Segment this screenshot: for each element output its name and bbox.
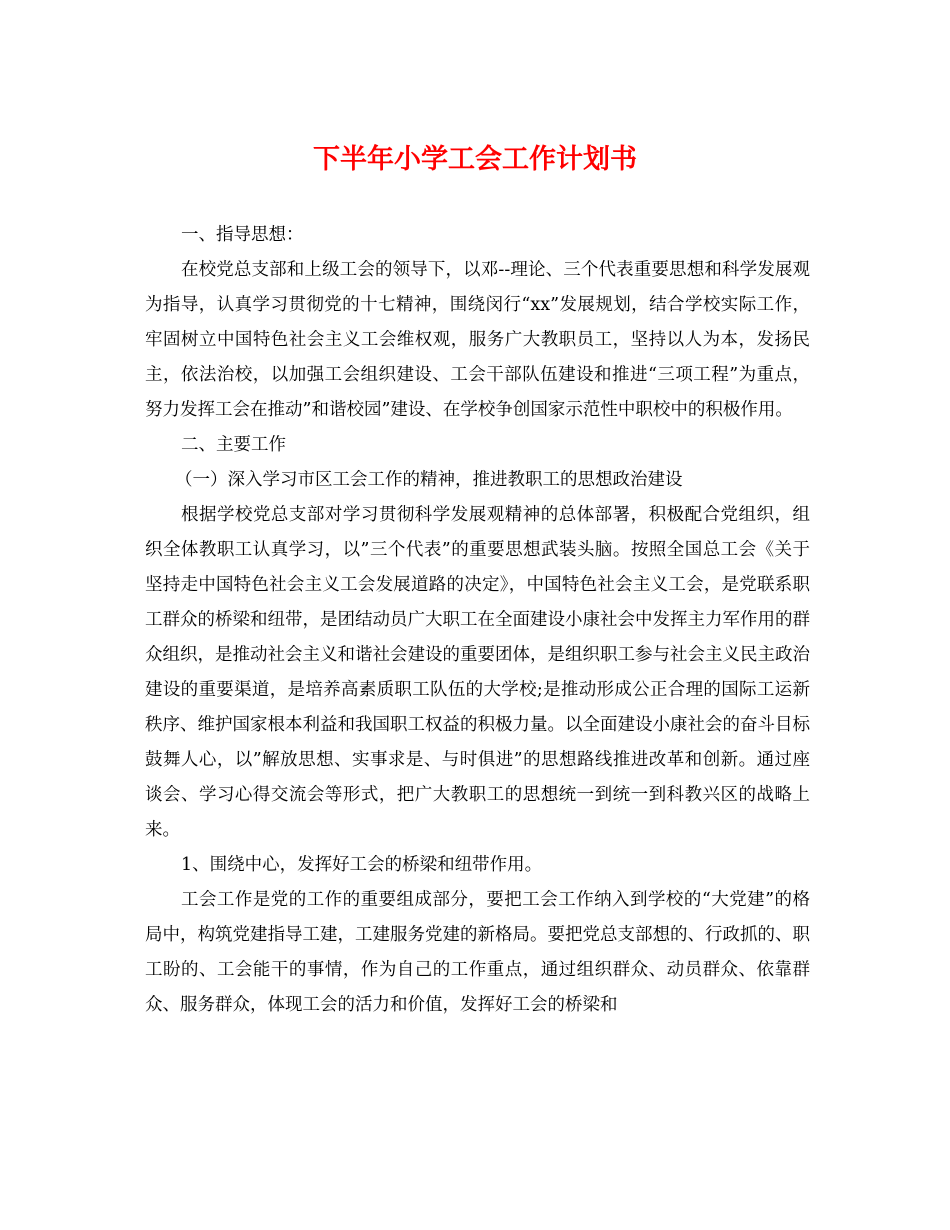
document-title: 下半年小学工会工作计划书 (313, 144, 637, 175)
section-heading-guiding-thought: 一、指导思想： (181, 225, 304, 245)
item-heading-1: 1、围绕中心，发挥好工会的桥梁和纽带作用。 (181, 855, 543, 875)
paragraph-bridge-role: 工会工作是党的工作的重要组成部分，要把工会工作纳入到学校的“大党建”的格局中，构筑党建指导工建，工建服务党建的新格局。要把党总支部想的、行政抓的、职工盼的、工会能干的事情，作为自己的工作重点，通过组织群众、动员群众、依靠群众、服务群众，体现工会的活力和价值，发挥好工会的桥梁和 (145, 890, 810, 1015)
document-body (145, 218, 810, 1023)
section-heading-main-work: 二、主要工作 (181, 435, 286, 455)
paragraph-study: 根据学校党总支部对学习贯彻科学发展观精神的总体部署，积极配合党组织，组织全体教职工认真学习，以”三个代表”的重要思想武装头脑。按照全国总工会《关于坚持走中国特色社会主义工会发展道路的决定》，中国特色社会主义工会，是党联系职工群众的桥梁和纽带，是团结动员广大职工在全面建设小康社会中发挥主力军作用的群众组织，是推动社会主义和谐社会建设的重要团体，是组织职工参与社会主义民主政治建设的重要渠道，是培养高素质职工队伍的大学校;是推动形成公正合理的国际工运新秩序、维护国家根本利益和我国职工权益的积极力量。以全面建设小康社会的奋斗目标鼓舞人心，以”解放思想、实事求是、与时俱进”的思想路线推进改革和创新。通过座谈会、学习心得交流会等形式，把广大教职工的思想统一到统一到科教兴区的战略上来。 (145, 505, 810, 840)
paragraph-guiding-thought: 在校党总支部和上级工会的领导下，以邓--理论、三个代表重要思想和科学发展观为指导，认真学习贯彻党的十七精神，围绕闵行“xx”发展规划，结合学校实际工作，牢固树立中国特色社会主义工会维权观，服务广大教职员工，坚持以人为本，发扬民主，依法治校，以加强工会组织建设、工会干部队伍建设和推进“三项工程”为重点，努力发挥工会在推动”和谐校园”建设、在学校争创国家示范性中职校中的积极作用。 (145, 260, 810, 420)
subsection-heading-1: （一）深入学习市区工会工作的精神，推进教职工的思想政治建设 (175, 470, 683, 490)
